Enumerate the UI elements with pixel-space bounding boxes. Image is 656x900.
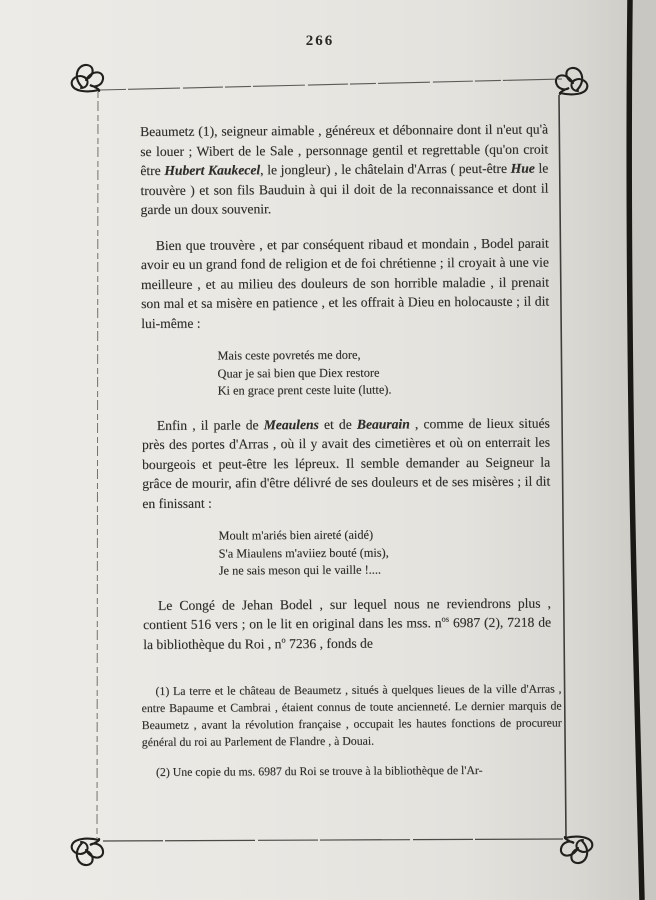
- paragraph-conge-jehan-bodel: Le Congé de Jehan Bodel , sur lequel nous ne reviendrons plus , contient 516 vers ; on le lit en original dans les mss. $n^{os}$ 6987 (2), 7218 de la bibliothèque du Roi , $n^o$ 7236 , fonds de: [143, 594, 552, 652]
- verse-quotation-1: [217, 346, 549, 401]
- corner-flourish-icon-bottom-left: [72, 839, 103, 865]
- verse-line: S'a Miaulens m'aviiez bouté (mis),: [218, 544, 389, 561]
- verse-line: Moult m'ariés bien aireté (aidé): [218, 527, 374, 543]
- corner-flourish-icon-bottom-right: [561, 837, 592, 863]
- corner-flourish-icon-top-right: [556, 68, 587, 94]
- footnote-2: (2) Une copie du ms. 6987 du Roi se trouve à la bibliothèque de l'Ar-: [155, 762, 483, 779]
- verse-line: Mais ceste povretés me dore,: [217, 347, 361, 363]
- paragraph-enfin-meaulens: Enfin , il parle de Meaulens et de Beaurain , comme de lieux situés près des portes d'Arras , où il y avait des cimetières et où on enterrait les bourgeois et peut-être les lépreux. Il semble demander au Seigneur la grâce de mourir, afin d'être délivré de ses douleurs et de ses misères ; il dit en finissant :: [141, 415, 551, 511]
- frame-top-rule: [100, 79, 562, 90]
- verse-quotation-2: [218, 526, 550, 581]
- verse-line: Je ne sais meson qui le vaille !....: [218, 562, 381, 578]
- paragraph-bien-que-trouvere: Bien que trouvère , et par conséquent ribaud et mondain , Bodel parait avoir eu un grand fond de religion et de foi chrétienne ; il croyait à une vie meilleure , et au milieu des douleurs de son horrible maladie , il prenait son mal et sa misère en patience , et les offrait à Dieu en holocauste ; il dit lui-même :: [140, 235, 550, 331]
- frame-left-rule: [97, 92, 98, 838]
- outer-margin-strip: [632, 0, 656, 900]
- footnotes-section: [141, 680, 562, 781]
- corner-flourish-icon-top-left: [72, 65, 103, 91]
- text-block: [140, 120, 562, 781]
- verse-line: Ki en grace prent ceste luite (lutte).: [217, 382, 392, 398]
- verse-line: Quar je sai bien que Diex restore: [217, 365, 380, 381]
- footnote-1: (1) La terre et le château de Beaumetz , situés à quelques lieues de la ville d'Arras , entre Bapaume et Cambrai , étaient connus de toute ancienneté. Le dernier marquis de Beaumetz , avant la révolution française , occupait les hautes fonctions de procureur général du roi au Parlement de Flandre , à Douai.: [141, 681, 562, 750]
- page-number: 266: [305, 33, 335, 49]
- frame-bottom-rule: [103, 839, 563, 841]
- paragraph-beaumetz: Beaumetz (1), seigneur aimable , généreux et débonnaire dont il n'eut qu'à se louer ; Wibert de le Sale , personnage gentil et regrettable (qu'on croit être Hubert Kaukecel, le jongleur) , le châtelain d'Arras ( peut-être Hue le trouvère ) et son fils Bauduin à qui il doit de la reconnaissance et dont il garde un doux souvenir.: [140, 121, 549, 217]
